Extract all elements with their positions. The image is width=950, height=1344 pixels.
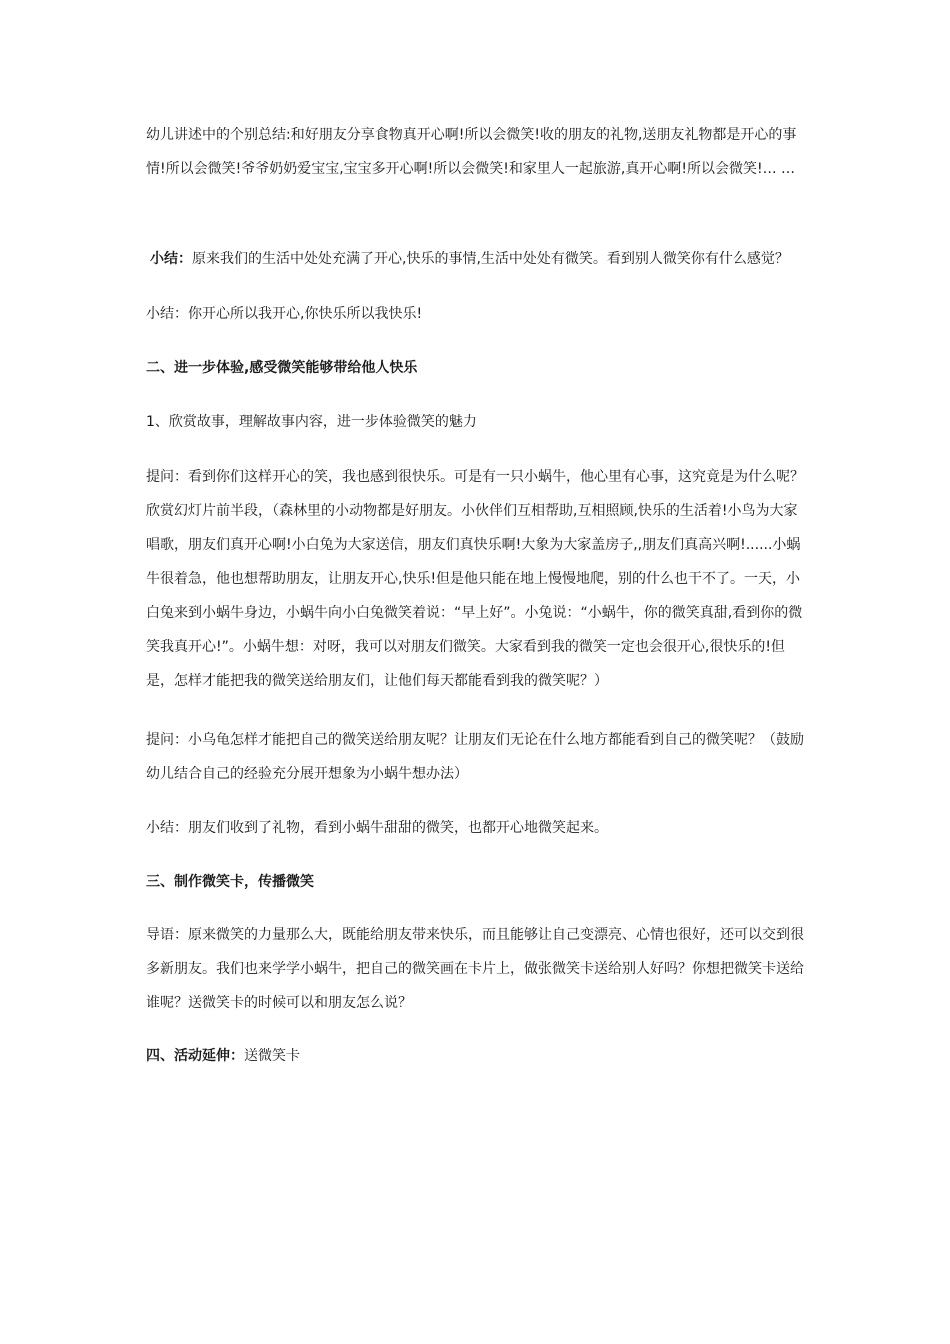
section-heading-2: 二、进一步体验,感受微笑能够带给他人快乐: [146, 360, 418, 376]
paragraph-question-1: 提问：看到你们这样开心的笑，我也感到很快乐。可是有一只小蜗牛，他心里有心事，这究竟是为什么呢？欣赏幻灯片前半段，（森林里的小动物都是好朋友。小伙伴们互相帮助,互相照顾,快乐的生活着!小鸟为大家唱歌，朋友们真开心啊!小白兔为大家送信，朋友们真快乐啊!大象为大家盖房子,,朋友们真高兴啊!......小蜗牛很着急，他也想帮助朋友，让朋友开心,快乐!但是他只能在地上慢慢地爬，别的什么也干不了。一天，小白兔来到小蜗牛身边，小蜗牛向小白兔微笑着说：“早上好”。小兔说：“小蜗牛，你的微笑真甜,看到你的微笑我真开心!”。小蜗牛想：对呀，我可以对朋友们微笑。大家看到我的微笑一定也会很开心,很快乐的!但是，怎样才能把我的微笑送给朋友们，让他们每天都能看到我的微笑呢？）: [146, 469, 804, 689]
paragraph-summary-2: 小结：你开心所以我开心,你快乐所以我快乐!: [146, 306, 423, 322]
heading-4-text: 送微笑卡: [244, 1048, 300, 1064]
summary-label: 小结：: [150, 251, 192, 267]
list-item-1: 1、欣赏故事，理解故事内容，进一步体验微笑的魅力: [146, 414, 477, 430]
section-heading-3: 三、制作微笑卡，传播微笑: [146, 874, 314, 890]
heading-4-label: 四、活动延伸：: [146, 1048, 244, 1064]
summary-text: 原来我们的生活中处处充满了开心,快乐的事情,生活中处处有微笑。看到别人微笑你有什么感觉？: [192, 251, 789, 267]
paragraph-summary-3: 小结：朋友们收到了礼物，看到小蜗牛甜甜的微笑，也都开心地微笑起来。: [146, 820, 608, 836]
paragraph-guide: 导语：原来微笑的力量那么大，既能给朋友带来快乐，而且能够让自己变漂亮、心情也很好，还可以交到很多新朋友。我们也来学学小蜗牛，把自己的微笑画在卡片上，做张微笑卡送给别人好吗？你想把微笑卡送给谁呢？送微笑卡的时候可以和朋友怎么说？: [146, 927, 804, 1011]
paragraph-child-summaries: 幼儿讲述中的个别总结:和好朋友分享食物真开心啊!所以会微笑!收的朋友的礼物,送朋友礼物都是开心的事情!所以会微笑!爷爷奶奶爱宝宝,宝宝多开心啊!所以会微笑!和家里人一起旅游,真开心啊!所以会微笑!… …: [146, 127, 797, 177]
section-heading-4: [146, 1039, 810, 1073]
paragraph-question-2: 提问：小乌龟怎样才能把自己的微笑送给朋友呢？让朋友们无论在什么地方都能看到自己的微笑呢？（鼓励幼儿结合自己的经验充分展开想象为小蜗牛想办法）: [146, 732, 804, 782]
paragraph-summary-1: [150, 242, 814, 276]
